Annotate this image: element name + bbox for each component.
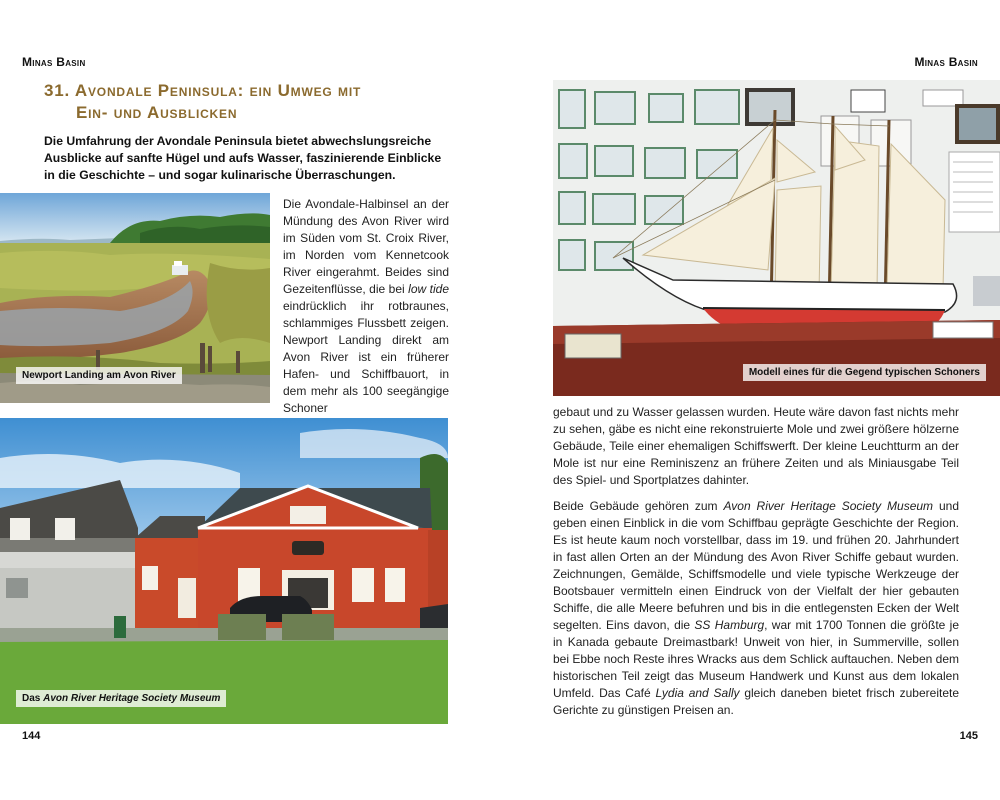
- chapter-title-line2: Ein- und Ausblicken: [76, 103, 238, 122]
- text-emphasis-museum: Avon River Heritage Society Museum: [723, 499, 934, 513]
- intro-paragraph: Die Umfahrung der Avondale Peninsula bietet abwechslungsreiche Ausblicke auf sanfte Hügel und aufs Wasser, faszinierende Einblicke in die Geschichte – und sogar kulinarische Überraschungen.: [44, 134, 442, 182]
- caption-emphasis: Avon River Heritage Society Museum: [43, 693, 221, 704]
- text-run: und geben einen Einblick in die vom Schiffbau geprägte Geschichte der Region. Es ist heute kaum noch vorstellbar, dass im 19. und frühen 20. Jahrhundert in fast allen Orten an der Mündung des Avon River Schiffe gebaut wurden. Zeichnungen, Gemälde, Schiffsmodelle und viele typische Werkzeuge der Bootsbauer vermitteln einen Eindruck von der Vielfalt der hier gebauten Schiffe, die alle Meere befuhren und bis in die entlegensten Ecken der Welt segelten. Eins davon, die: [553, 499, 959, 632]
- photo-caption-museum: [16, 690, 226, 707]
- chapter-title: [44, 80, 464, 124]
- museum-image: [0, 418, 448, 724]
- body-paragraph-left: [283, 196, 449, 417]
- text-run: , war mit 1700 Tonnen die größte je in Kanada gebaute Dreimastbark! Unweit von hier, in Summerville, sollen bei Ebbe noch Reste ihres Wracks aus dem Schlick auftauchen. Neben dem historischen Teil zeigt das Museum Handwerk und Kunst aus dem lokalen Umfeld. Das Café: [553, 618, 959, 700]
- page-number-right: 145: [959, 730, 978, 742]
- chapter-title-line1: 31. Avondale Peninsula: ein Umweg mit: [44, 81, 362, 100]
- text-emphasis: low tide: [408, 282, 449, 296]
- running-head-left: Minas Basin: [22, 55, 86, 69]
- photo-caption-schooner: Modell eines für die Gegend typischen Schoners: [743, 364, 986, 381]
- text-emphasis-ship: SS Hamburg: [694, 618, 765, 632]
- schooner-model-image: [553, 80, 1000, 396]
- text-emphasis-cafe: Lydia and Sally: [655, 686, 740, 700]
- running-head-right: Minas Basin: [914, 55, 978, 69]
- text-run: Die Avondale-Halbinsel an der Mündung des Avon River wird im Süden vom St. Croix River, im Norden vom Kennetcook River eingerahmt. Beides sind Gezeitenflüsse, die bei: [283, 197, 449, 296]
- text-run: Beide Gebäude gehören zum: [553, 499, 724, 513]
- body-paragraph-right-2: [553, 498, 959, 719]
- photo-newport-landing: [0, 193, 270, 403]
- text-run: eindrücklich ihr rotbraunes, schlammiges Flussbett zeigen. Newport Landing direkt am Avon River ist ein früherer Hafen- und Schiffbauort, in dem mehr als 100 seegängige Schoner: [283, 299, 449, 415]
- page-number-left: 144: [22, 730, 41, 742]
- photo-caption-newport: Newport Landing am Avon River: [16, 367, 182, 384]
- body-paragraph-right-1: gebaut und zu Wasser gelassen wurden. Heute wäre davon fast nichts mehr zu sehen, gäbe es nicht eine rekonstruierte Mole und zwei größere hölzerne Gebäude, Teile einer ehemaligen Schiffswerft. Der kleine Leuchtturm an der Mole ist nur eine Reminiszenz an frühere Zeiten und als Miniausgabe Teil des Spiel- und Sportplatzes dahinter.: [553, 405, 959, 487]
- photo-schooner-model: [553, 80, 1000, 396]
- text-run: gleich daneben bietet frisch zubereitete Gerichte zu günstigen Preisen an.: [553, 686, 960, 717]
- photo-museum: [0, 418, 448, 724]
- caption-prefix: Das: [22, 693, 44, 704]
